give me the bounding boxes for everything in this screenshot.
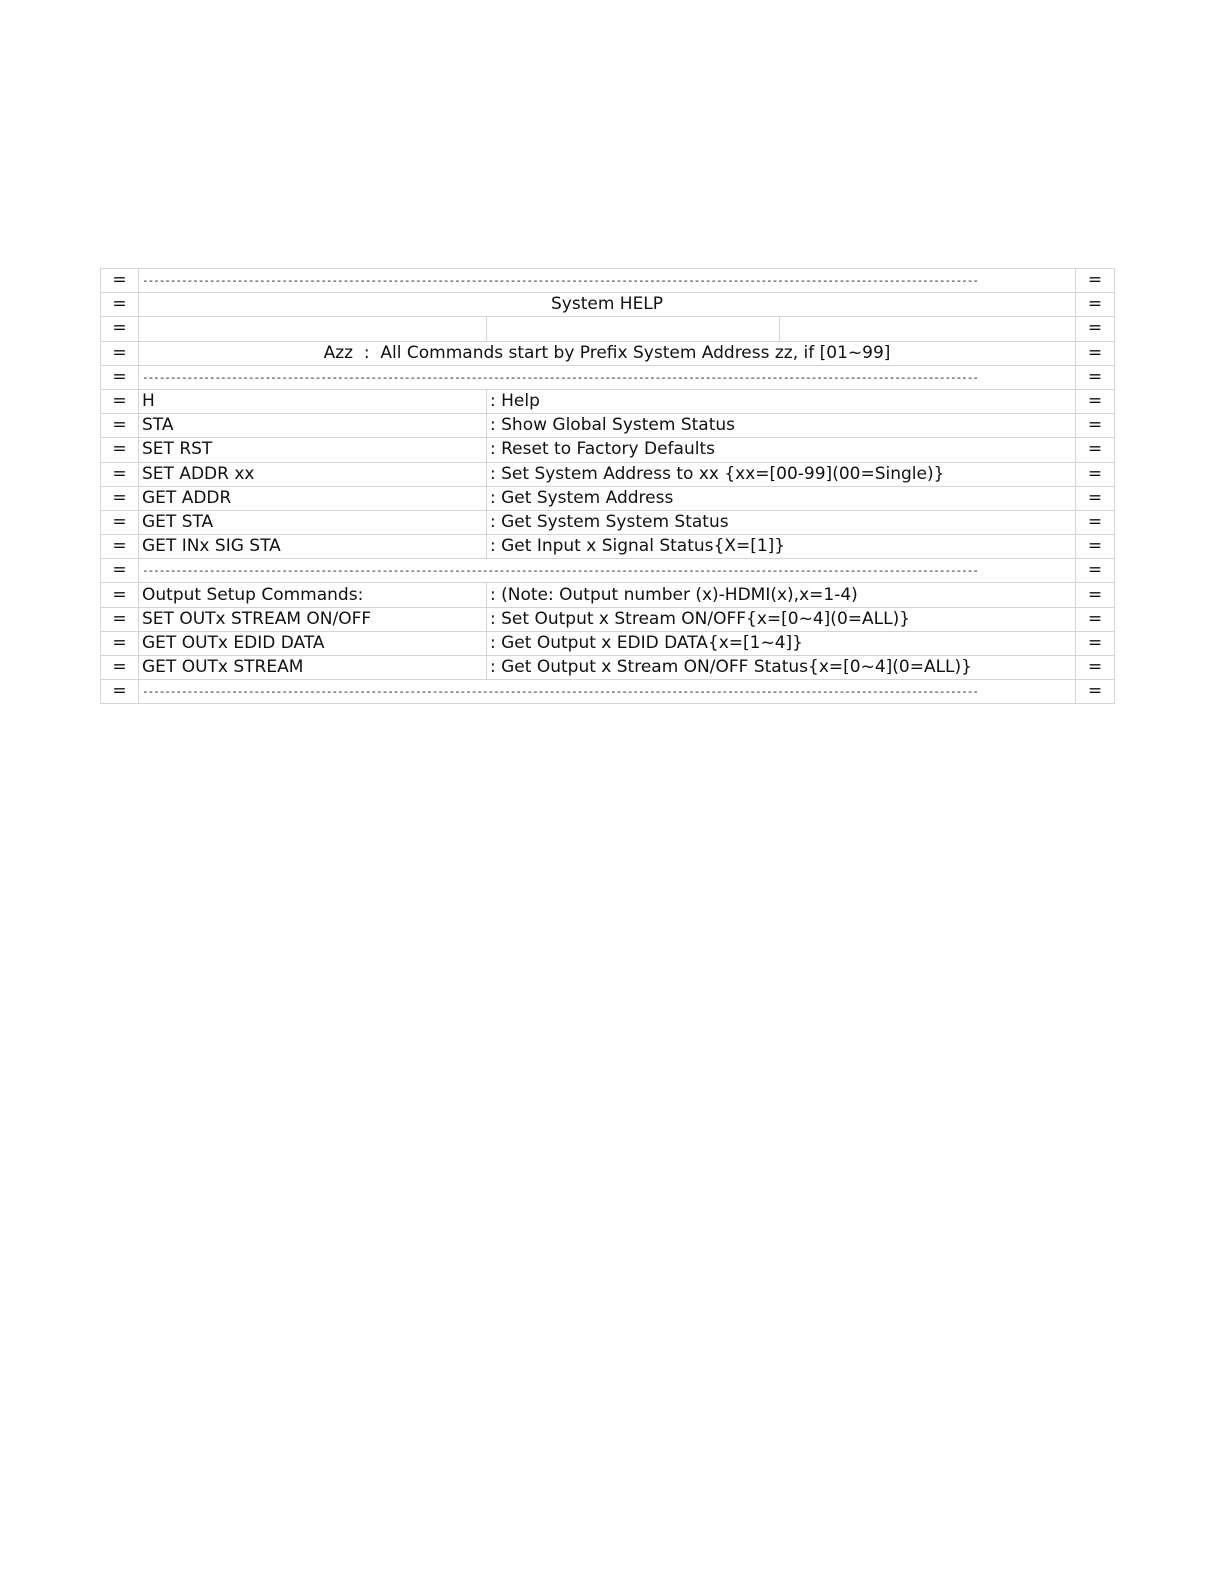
command-cell: Output Setup Commands: — [139, 583, 487, 607]
table-row — [101, 535, 1115, 559]
description-cell: : Show Global System Status — [487, 414, 1076, 438]
command-cell: GET ADDR — [139, 486, 487, 510]
right-equals: = — [1076, 293, 1115, 317]
blank-cell — [487, 317, 780, 341]
left-equals: = — [101, 462, 139, 486]
left-equals: = — [101, 486, 139, 510]
command-cell: SET ADDR xx — [139, 462, 487, 486]
right-equals: = — [1076, 680, 1115, 704]
table-row — [101, 486, 1115, 510]
blank-row — [101, 317, 1115, 341]
table-row — [101, 414, 1115, 438]
description-cell: : Set Output x Stream ON/OFF{x=[0~4](0=ALL)} — [487, 607, 1076, 631]
right-equals: = — [1076, 535, 1115, 559]
title-row — [101, 293, 1115, 317]
left-equals: = — [101, 414, 139, 438]
blank-cell — [139, 317, 487, 341]
left-equals: = — [101, 680, 139, 704]
dash-separator: ------------------------------------------------------------------------------------------------------------------------------------------------------ — [139, 365, 1076, 389]
left-equals: = — [101, 317, 139, 341]
description-cell: : Reset to Factory Defaults — [487, 438, 1076, 462]
command-cell: SET OUTx STREAM ON/OFF — [139, 607, 487, 631]
blank-cell — [780, 317, 1076, 341]
left-equals: = — [101, 341, 139, 365]
right-equals: = — [1076, 269, 1115, 293]
left-equals: = — [101, 510, 139, 534]
command-cell: STA — [139, 414, 487, 438]
right-equals: = — [1076, 583, 1115, 607]
left-equals: = — [101, 438, 139, 462]
right-equals: = — [1076, 438, 1115, 462]
command-cell: GET OUTx EDID DATA — [139, 631, 487, 655]
right-equals: = — [1076, 462, 1115, 486]
separator-row — [101, 269, 1115, 293]
left-equals: = — [101, 535, 139, 559]
system-help-table — [100, 268, 1115, 704]
separator-row — [101, 680, 1115, 704]
description-cell: : Set System Address to xx {xx=[00-99](00=Single)} — [487, 462, 1076, 486]
left-equals: = — [101, 293, 139, 317]
right-equals: = — [1076, 510, 1115, 534]
description-cell: : Get System System Status — [487, 510, 1076, 534]
table-row — [101, 583, 1115, 607]
description-cell: : Get Input x Signal Status{X=[1]} — [487, 535, 1076, 559]
right-equals: = — [1076, 631, 1115, 655]
prefix-note: Azz : All Commands start by Prefix System Address zz, if [01~99] — [139, 341, 1076, 365]
dash-separator: ------------------------------------------------------------------------------------------------------------------------------------------------------ — [139, 269, 1076, 293]
right-equals: = — [1076, 656, 1115, 680]
command-cell: H — [139, 389, 487, 413]
right-equals: = — [1076, 389, 1115, 413]
dash-separator: ------------------------------------------------------------------------------------------------------------------------------------------------------ — [139, 559, 1076, 583]
command-cell: SET RST — [139, 438, 487, 462]
description-cell: : Get Output x Stream ON/OFF Status{x=[0~4](0=ALL)} — [487, 656, 1076, 680]
table-row — [101, 389, 1115, 413]
table-row — [101, 510, 1115, 534]
command-cell: GET STA — [139, 510, 487, 534]
left-equals: = — [101, 365, 139, 389]
left-equals: = — [101, 607, 139, 631]
table-row — [101, 438, 1115, 462]
right-equals: = — [1076, 317, 1115, 341]
dash-separator: ------------------------------------------------------------------------------------------------------------------------------------------------------ — [139, 680, 1076, 704]
left-equals: = — [101, 389, 139, 413]
description-cell: : Get System Address — [487, 486, 1076, 510]
description-cell: : Help — [487, 389, 1076, 413]
table-row — [101, 607, 1115, 631]
description-cell: : (Note: Output number (x)-HDMI(x),x=1-4) — [487, 583, 1076, 607]
command-cell: GET INx SIG STA — [139, 535, 487, 559]
left-equals: = — [101, 583, 139, 607]
description-cell: : Get Output x EDID DATA{x=[1~4]} — [487, 631, 1076, 655]
table-row — [101, 656, 1115, 680]
prefix-row — [101, 341, 1115, 365]
right-equals: = — [1076, 559, 1115, 583]
command-cell: GET OUTx STREAM — [139, 656, 487, 680]
help-title: System HELP — [139, 293, 1076, 317]
right-equals: = — [1076, 365, 1115, 389]
left-equals: = — [101, 631, 139, 655]
left-equals: = — [101, 656, 139, 680]
right-equals: = — [1076, 341, 1115, 365]
left-equals: = — [101, 559, 139, 583]
left-equals: = — [101, 269, 139, 293]
right-equals: = — [1076, 414, 1115, 438]
right-equals: = — [1076, 486, 1115, 510]
separator-row — [101, 559, 1115, 583]
table-row — [101, 462, 1115, 486]
separator-row — [101, 365, 1115, 389]
table-row — [101, 631, 1115, 655]
right-equals: = — [1076, 607, 1115, 631]
